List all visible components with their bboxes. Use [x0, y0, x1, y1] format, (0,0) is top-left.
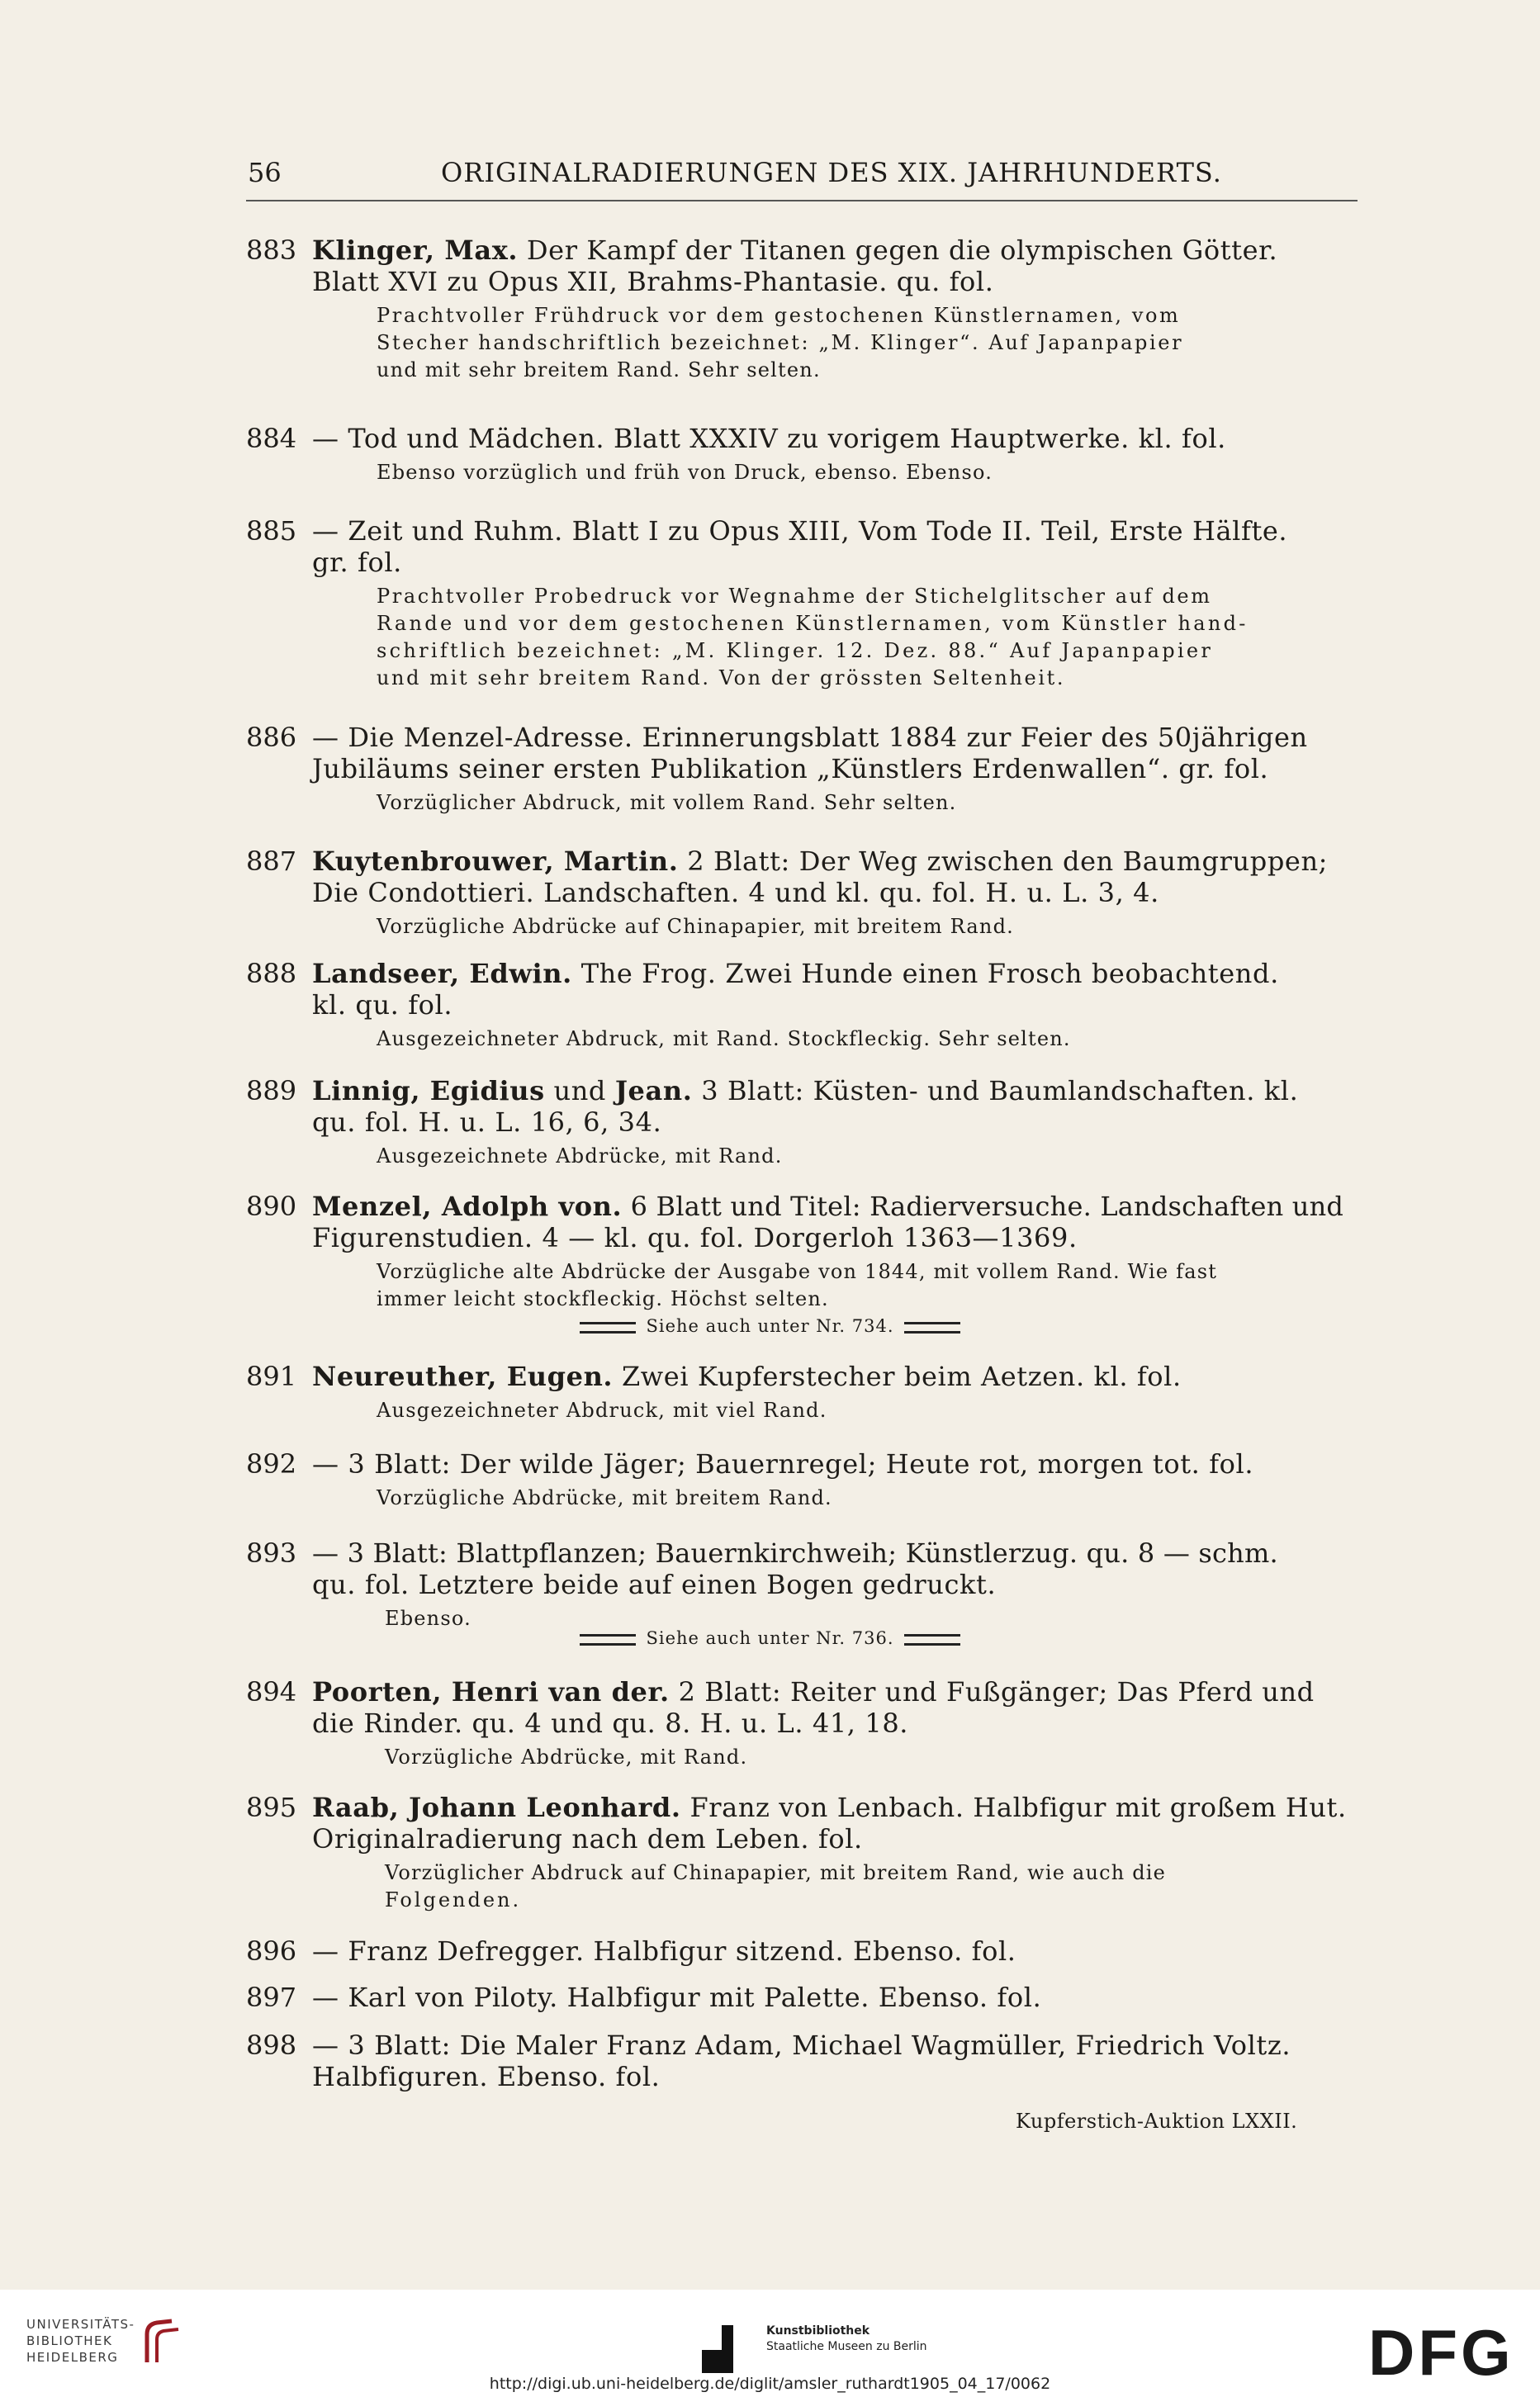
catalog-entry-890: [246, 1191, 1362, 1313]
entry-note: Vorzügliche Abdrücke, mit breitem Rand.: [377, 1486, 832, 1509]
entry-text: — 3 Blatt: Der wilde Jäger; Bauernregel; Heute rot, morgen tot. fol.: [312, 1448, 1254, 1480]
catalog-entry-892: [246, 1448, 1362, 1512]
entry-text: 6 Blatt und Titel: Radierversuche. Landschaften und: [630, 1191, 1344, 1222]
artist-name: Landseer, Edwin.: [312, 958, 572, 989]
entry-note: Rande und vor dem gestochenen Künstlernamen, vom Künstler hand-: [377, 612, 1249, 635]
entry-number: 892: [246, 1448, 297, 1480]
entry-text-line2: kl. qu. fol.: [312, 989, 453, 1021]
entry-number: 891: [246, 1361, 297, 1392]
entry-text: Franz von Lenbach. Halbfigur mit großem Hut.: [689, 1792, 1347, 1823]
entry-text: und: [553, 1075, 607, 1106]
catalog-entry-897: [246, 1982, 1362, 2013]
catalog-entry-889: [246, 1075, 1362, 1170]
page-number: 56: [248, 157, 282, 188]
entry-text-line2: Figurenstudien. 4 — kl. qu. fol. Dorgerloh 1363—1369.: [312, 1222, 1078, 1253]
entry-title: [312, 846, 1362, 877]
catalog-entry-888: [246, 958, 1362, 1053]
university-library-icon[interactable]: [139, 2316, 188, 2366]
entry-number: 893: [246, 1537, 297, 1569]
catalog-entry-887: [246, 846, 1362, 940]
entry-note: schriftlich bezeichnet: „M. Klinger. 12. Dez. 88.“ Auf Japanpapier: [377, 639, 1214, 662]
entry-text: — Tod und Mädchen. Blatt XXXIV zu vorigem Hauptwerke. kl. fol.: [312, 423, 1226, 454]
entry-text-line2: die Rinder. qu. 4 und qu. 8. H. u. L. 41, 18.: [312, 1708, 909, 1739]
double-rule-right: [904, 1322, 960, 1334]
entry-note: Ausgezeichnete Abdrücke, mit Rand.: [377, 1144, 783, 1168]
entry-number: 890: [246, 1191, 297, 1222]
entry-note: Ausgezeichneter Abdruck, mit viel Rand.: [377, 1399, 827, 1422]
entry-note: Ebenso.: [385, 1607, 471, 1630]
entry-note: und mit sehr breitem Rand. Von der grössten Seltenheit.: [377, 666, 1066, 689]
entry-text-line2: qu. fol. Letztere beide auf einen Bogen gedruckt.: [312, 1569, 997, 1600]
entry-number: 895: [246, 1792, 297, 1823]
entry-note: Vorzügliche Abdrücke auf Chinapapier, mit breitem Rand.: [377, 915, 1014, 938]
entry-note: Ebenso vorzüglich und früh von Druck, ebenso. Ebenso.: [377, 461, 993, 484]
entry-note: Folgenden.: [385, 1888, 522, 1911]
entry-note: Ausgezeichneter Abdruck, mit Rand. Stockfleckig. Sehr selten.: [377, 1027, 1071, 1050]
artist-name: Neureuther, Eugen.: [312, 1361, 614, 1392]
entry-title: [312, 1361, 1362, 1392]
entry-note: immer leicht stockfleckig. Höchst selten.: [377, 1287, 829, 1310]
dfg-logo[interactable]: DFG: [1368, 2316, 1514, 2389]
artist-name: Menzel, Adolph von.: [312, 1191, 623, 1222]
entry-text: Zwei Kupferstecher beim Aetzen. kl. fol.: [621, 1361, 1182, 1392]
entry-text-line2: gr. fol.: [312, 547, 402, 578]
cross-reference-734: Siehe auch unter Nr. 734.: [0, 1316, 1540, 1336]
running-title: ORIGINALRADIERUNGEN DES XIX. JAHRHUNDERTS.: [441, 157, 1222, 188]
double-rule-left: [580, 1322, 636, 1334]
catalog-entry-896: [246, 1935, 1362, 1967]
catalog-entry-898: [246, 2030, 1362, 2092]
entry-text: — 3 Blatt: Blattpflanzen; Bauernkirchweih; Künstlerzug. qu. 8 — schm.: [312, 1537, 1278, 1569]
kunstbibliothek-logo-icon[interactable]: [702, 2325, 753, 2373]
entry-text: 3 Blatt: Küsten- und Baumlandschaften. kl.: [701, 1075, 1299, 1106]
entry-note: Vorzüglicher Abdruck auf Chinapapier, mit breitem Rand, wie auch die: [385, 1861, 1167, 1884]
entry-text-line2: Die Condottieri. Landschaften. 4 und kl. qu. fol. H. u. L. 3, 4.: [312, 877, 1159, 908]
catalog-entry-883: [246, 234, 1362, 384]
entry-text-line2: qu. fol. H. u. L. 16, 6, 34.: [312, 1106, 662, 1138]
university-library-logo-text[interactable]: UNIVERSITÄTS- BIBLIOTHEK HEIDELBERG: [26, 2317, 135, 2365]
catalog-entry-895: [246, 1792, 1362, 1914]
entry-title: [312, 1191, 1362, 1222]
kunstbibliothek-label: Kunstbibliothek Staatliche Museen zu Berlin: [766, 2324, 927, 2353]
entry-number: 897: [246, 1982, 297, 2013]
header-rule: [246, 200, 1358, 201]
double-rule-left: [580, 1634, 636, 1646]
entry-note: Vorzüglicher Abdruck, mit vollem Rand. Sehr selten.: [377, 791, 957, 814]
artist-name: Linnig, Egidius: [312, 1075, 545, 1106]
entry-number: 894: [246, 1676, 297, 1708]
entry-text: — Zeit und Ruhm. Blatt I zu Opus XIII, Vom Tode II. Teil, Erste Hälfte.: [312, 515, 1288, 547]
entry-number: 887: [246, 846, 297, 877]
entry-number: 888: [246, 958, 297, 989]
entry-text: 2 Blatt: Reiter und Fußgänger; Das Pferd und: [678, 1676, 1315, 1708]
artist-name: Kuytenbrouwer, Martin.: [312, 846, 679, 877]
cross-reference-736: Siehe auch unter Nr. 736.: [0, 1628, 1540, 1648]
entry-text-line2: Jubiläums seiner ersten Publikation „Künstlers Erdenwallen“. gr. fol.: [312, 753, 1269, 784]
entry-text: The Frog. Zwei Hunde einen Frosch beobachtend.: [580, 958, 1279, 989]
catalog-entry-893: [246, 1537, 1362, 1632]
entry-text: — 3 Blatt: Die Maler Franz Adam, Michael Wagmüller, Friedrich Voltz.: [312, 2030, 1291, 2061]
artist-name: Raab, Johann Leonhard.: [312, 1792, 681, 1823]
entry-title: [312, 1792, 1362, 1823]
entry-number: 885: [246, 515, 297, 547]
entry-note: Prachtvoller Frühdruck vor dem gestochenen Künstlernamen, vom: [377, 304, 1181, 327]
entry-title: [312, 1075, 1362, 1106]
entry-note: und mit sehr breitem Rand. Sehr selten.: [377, 358, 821, 381]
entry-number: 883: [246, 234, 297, 266]
entry-note: Vorzügliche alte Abdrücke der Ausgabe von 1844, mit vollem Rand. Wie fast: [377, 1260, 1218, 1283]
entry-text: Der Kampf der Titanen gegen die olympischen Götter.: [526, 234, 1278, 266]
entry-text-line2: Blatt XVI zu Opus XII, Brahms-Phantasie. qu. fol.: [312, 266, 994, 297]
auction-signature: Kupferstich-Auktion LXXII.: [1016, 2110, 1298, 2133]
permalink-url[interactable]: http://digi.ub.uni-heidelberg.de/diglit/amsler_ruthardt1905_04_17/0062: [489, 2375, 1051, 2393]
catalog-entry-884: [246, 423, 1362, 486]
double-rule-right: [904, 1634, 960, 1646]
entry-note: Prachtvoller Probedruck vor Wegnahme der Stichelglitscher auf dem: [377, 585, 1212, 608]
entry-title: [312, 958, 1362, 989]
artist-name-2: Jean.: [614, 1075, 693, 1106]
entry-text-line2: Originalradierung nach dem Leben. fol.: [312, 1823, 863, 1855]
entry-text: 2 Blatt: Der Weg zwischen den Baumgruppen;: [687, 846, 1329, 877]
entry-title: [312, 1676, 1362, 1708]
catalog-entry-886: [246, 722, 1362, 817]
entry-note: Stecher handschriftlich bezeichnet: „M. Klinger“. Auf Japanpapier: [377, 331, 1184, 354]
entry-note: Vorzügliche Abdrücke, mit Rand.: [385, 1746, 748, 1769]
entry-number: 884: [246, 423, 297, 454]
artist-name: Poorten, Henri van der.: [312, 1676, 670, 1708]
entry-text: — Franz Defregger. Halbfigur sitzend. Ebenso. fol.: [312, 1935, 1016, 1967]
artist-name: Klinger, Max.: [312, 234, 519, 266]
entry-text-line2: Halbfiguren. Ebenso. fol.: [312, 2061, 661, 2092]
entry-text: — Die Menzel-Adresse. Erinnerungsblatt 1884 zur Feier des 50jährigen: [312, 722, 1308, 753]
catalog-entry-894: [246, 1676, 1362, 1771]
entry-title: [312, 234, 1362, 266]
catalog-entry-891: [246, 1361, 1362, 1424]
entry-number: 886: [246, 722, 297, 753]
entry-text: — Karl von Piloty. Halbfigur mit Palette. Ebenso. fol.: [312, 1982, 1042, 2013]
entry-number: 889: [246, 1075, 297, 1106]
entry-number: 896: [246, 1935, 297, 1967]
catalog-entry-885: [246, 515, 1362, 692]
entry-number: 898: [246, 2030, 297, 2061]
